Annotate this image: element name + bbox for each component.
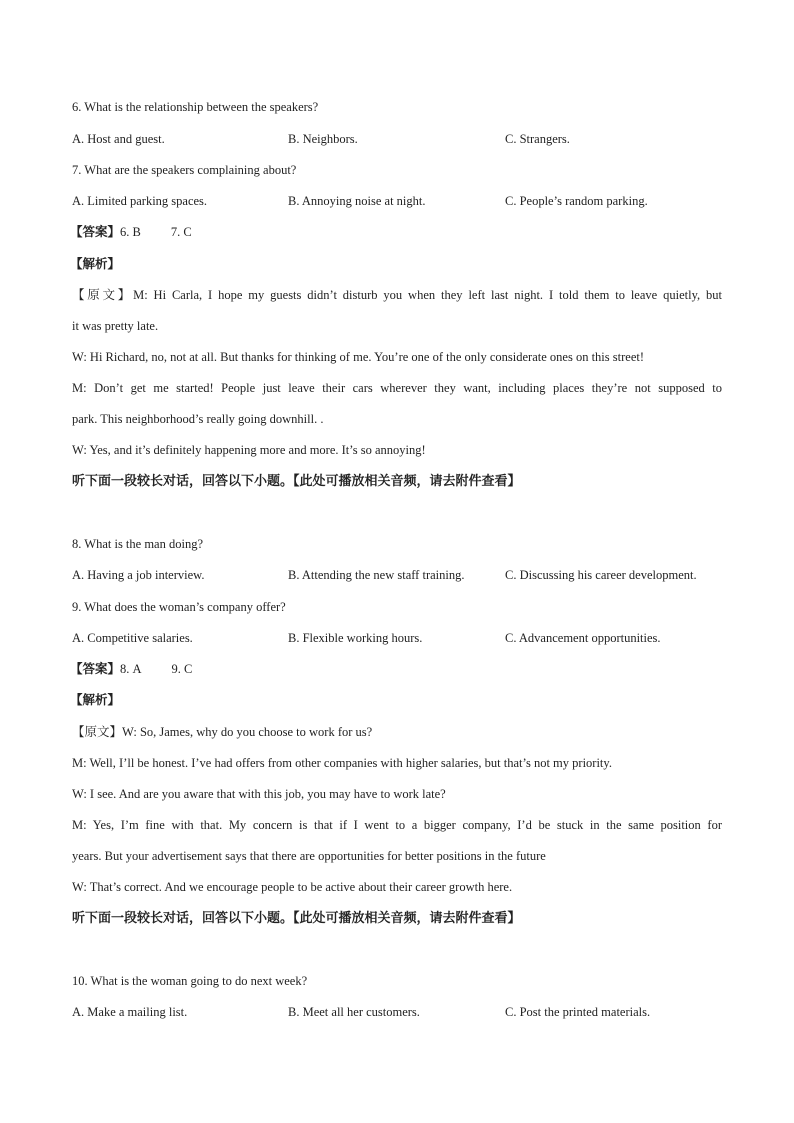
option-a: A. Host and guest.: [72, 132, 165, 146]
option-b: B. Meet all her customers.: [288, 1005, 420, 1019]
question-8: 8. What is the man doing?: [72, 537, 203, 551]
option-a: A. Competitive salaries.: [72, 631, 193, 645]
question-7-options: [72, 193, 752, 209]
transcript-line: M: Well, I’ll be honest. I’ve had offers from other companies with higher salaries, but that’s not my priority.: [72, 756, 612, 770]
transcript-1: [72, 279, 722, 466]
option-c: C. People’s random parking.: [505, 194, 648, 208]
option-b: B. Neighbors.: [288, 132, 358, 146]
transcript-line: W: That’s correct. And we encourage people to be active about their career growth here.: [72, 880, 513, 894]
original-label: 【原文】: [72, 724, 123, 739]
answer-8: 8. A: [120, 662, 142, 676]
transcript-line: M: Don’t get me started! People just leave their cars wherever they want, including places they’re not supposed to: [72, 381, 722, 395]
option-b: B. Flexible working hours.: [288, 631, 423, 645]
transcript-2: [72, 716, 722, 903]
analysis-label: 【解析】: [70, 692, 121, 707]
transcript-line: park. This neighborhood’s really going downhill. .: [72, 412, 324, 426]
option-a: A. Having a job interview.: [72, 568, 205, 582]
question-9: 9. What does the woman’s company offer?: [72, 600, 286, 614]
option-a: A. Limited parking spaces.: [72, 194, 208, 208]
transcript-line: M: Yes, I’m fine with that. My concern is that if I went to a bigger company, I’d be stuck in the same position for: [72, 818, 722, 832]
option-c: C. Post the printed materials.: [505, 1005, 651, 1019]
question-10: 10. What is the woman going to do next week?: [72, 974, 308, 988]
answer-label: 【答案】: [70, 661, 121, 676]
transcript-line: 【原文】W: So, James, why do you choose to work for us?: [72, 724, 373, 739]
option-c: C. Strangers.: [505, 132, 570, 146]
question-10-options: [72, 1004, 752, 1020]
question-8-options: [72, 567, 752, 583]
question-6: 6. What is the relationship between the speakers?: [72, 100, 319, 114]
transcript-line: it was pretty late.: [72, 319, 159, 333]
question-9-options: [72, 630, 752, 646]
answer-line: [70, 224, 192, 240]
transcript-line: W: Hi Richard, no, not at all. But thanks for thinking of me. You’re one of the only considerate ones on this street!: [72, 350, 644, 364]
answer-7: 7. C: [170, 225, 192, 239]
answer-line: [70, 661, 192, 677]
question-7: 7. What are the speakers complaining about?: [72, 163, 297, 177]
question-6-options: [72, 131, 752, 147]
listen-instruction: 听下面一段较长对话，回答以下小题。【此处可播放相关音频，请去附件查看】: [72, 474, 521, 489]
option-c: C. Advancement opportunities.: [505, 631, 661, 645]
transcript-line: W: I see. And are you aware that with this job, you may have to work late?: [72, 787, 446, 801]
option-b: B. Annoying noise at night.: [288, 194, 426, 208]
option-c: C. Discussing his career development.: [505, 568, 697, 582]
transcript-line: years. But your advertisement says that there are opportunities for better positions in the future: [72, 849, 546, 863]
original-label: 【原文】: [72, 287, 134, 302]
option-a: A. Make a mailing list.: [72, 1005, 188, 1019]
transcript-line: 【原文】M: Hi Carla, I hope my guests didn’t disturb you when they left last night. I told them to leave quietly, but: [72, 287, 722, 302]
option-b: B. Attending the new staff training.: [288, 568, 465, 582]
answer-9: 9. C: [171, 662, 193, 676]
transcript-line: W: Yes, and it’s definitely happening more and more. It’s so annoying!: [72, 443, 426, 457]
answer-label: 【答案】: [70, 224, 121, 239]
listen-instruction: 听下面一段较长对话，回答以下小题。【此处可播放相关音频，请去附件查看】: [72, 911, 521, 926]
answer-6: 6. B: [120, 225, 141, 239]
analysis-label: 【解析】: [70, 256, 121, 271]
